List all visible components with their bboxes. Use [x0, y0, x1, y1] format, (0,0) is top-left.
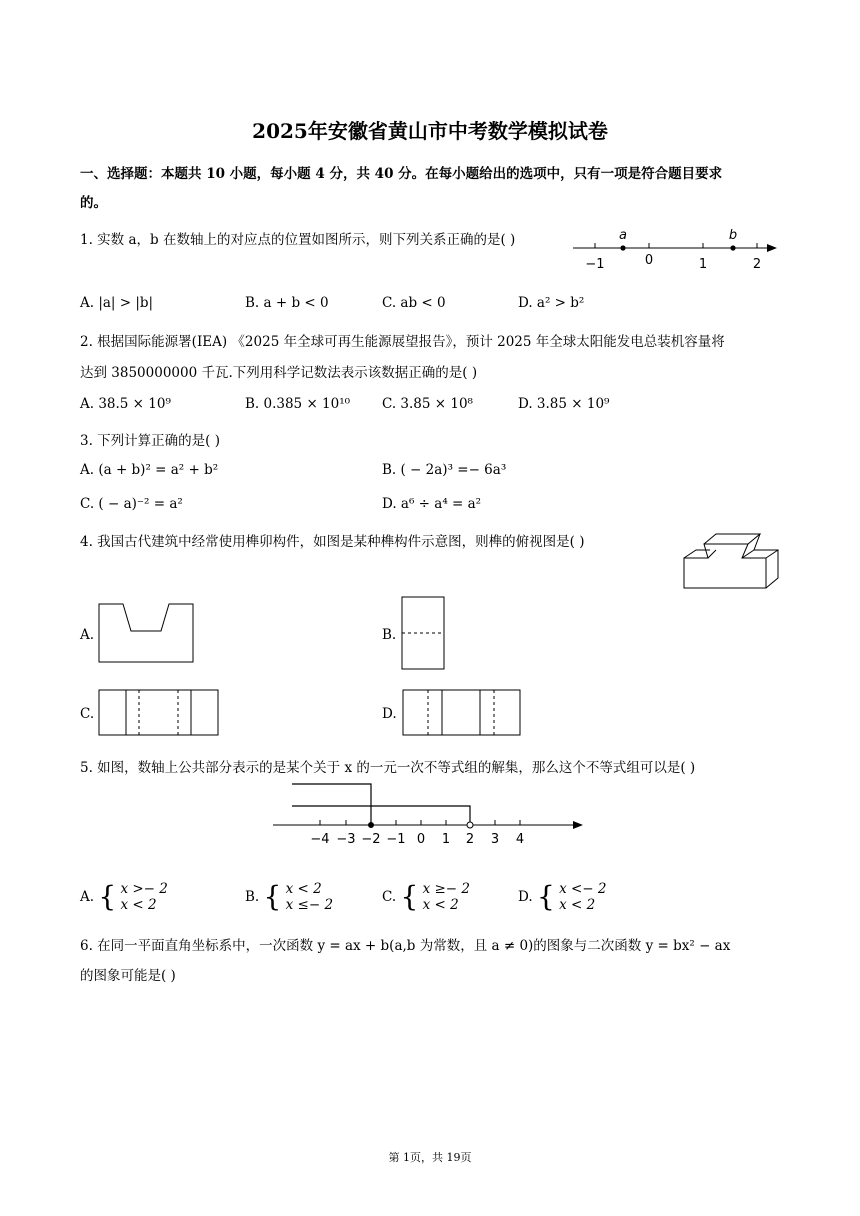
q1-point-b: [730, 245, 735, 250]
q1-tick-label: 1: [698, 257, 708, 272]
q4-side-face: [766, 550, 778, 588]
q2-option-b: B. 0.385 × 10¹⁰: [245, 396, 351, 412]
inequality-bottom: x < 2: [422, 897, 459, 913]
q5-option-label: A.: [80, 889, 95, 905]
page-footer: 第 1页，共 19页: [388, 1151, 472, 1164]
q2-option-c: C. 3.85 × 10⁸: [382, 396, 473, 412]
q5-option-b: [245, 881, 333, 913]
inequality-top: x >− 2: [120, 881, 168, 897]
q5-tick-label: 2: [465, 832, 475, 847]
q3-option-d: D. a⁶ ÷ a⁴ = a²: [382, 496, 482, 512]
q4-option-d-label: D.: [382, 706, 397, 722]
q3-option-a: A. (a + b)² = a² + b²: [80, 462, 219, 478]
q2-option-a: A. 38.5 × 10⁹: [80, 396, 171, 412]
q1-arrow: [767, 244, 777, 252]
q5-tick-label: −3: [336, 832, 356, 847]
q5-tick-label: −4: [310, 832, 330, 847]
inequality-top: x < 2: [285, 881, 322, 897]
page-title: 2025年安徽省黄山市中考数学模拟试卷: [252, 119, 608, 143]
q1-point-a: [620, 245, 625, 250]
q3-option-c: C. ( − a)⁻² = a²: [80, 496, 183, 512]
q1-tick-label: 2: [752, 257, 762, 272]
q4-option-b-figure: [401, 596, 445, 670]
inequality-bottom: x < 2: [559, 897, 596, 913]
brace-symbol: {: [263, 880, 282, 913]
q5-option-label: C.: [382, 889, 397, 905]
q4-stem: 4. 我国古代建筑中经常使用榫卯构件，如图是某种榫构件示意图，则榫的俯视图是( ): [80, 534, 585, 550]
q4-option-d-figure: [402, 689, 522, 737]
brace-symbol: {: [536, 880, 555, 913]
q6-stem-line1: 6. 在同一平面直角坐标系中，一次函数 y = ax + b(a,b 为常数，且 a ≠ 0)的图象与二次函数 y = bx² − ax: [80, 938, 731, 954]
inequality-top: x <− 2: [559, 881, 607, 897]
q5-stem: 5. 如图，数轴上公共部分表示的是某个关于 x 的一元一次不等式组的解集，那么这个不等式组可以是( ): [80, 760, 696, 776]
q5-option-d: [518, 881, 606, 913]
q2-stem-line2: 达到 3850000000 千瓦.下列用科学记数法表示该数据正确的是( ): [80, 365, 478, 381]
q1-label-b: b: [728, 228, 738, 243]
q5-tick-label: −2: [361, 832, 381, 847]
inequality-top: x ≥− 2: [422, 881, 470, 897]
q5-option-label: B.: [245, 889, 260, 905]
q4-option-a-label: A.: [80, 627, 95, 643]
section-heading-line2: 的。: [80, 195, 107, 211]
q5-number-line: [270, 780, 590, 850]
q1-option-c: C. ab < 0: [382, 295, 446, 311]
q1-stem: 1. 实数 a，b 在数轴上的对应点的位置如图所示，则下列关系正确的是( ): [80, 232, 516, 248]
q1-tick-label: −1: [585, 257, 605, 272]
q2-stem-line1: 2. 根据国际能源署(IEA) 《2025 年全球可再生能源展望报告》，预计 2025 年全球太阳能发电总装机容量将: [80, 334, 725, 350]
inequality-bottom: x ≤− 2: [285, 897, 334, 913]
q5-solid-point: [368, 822, 374, 828]
q4-option-c-label: C.: [80, 706, 95, 722]
q5-tick-label: 0: [416, 832, 426, 847]
q5-option-system: [120, 881, 167, 913]
brace-symbol: {: [98, 880, 117, 913]
q4-option-c-rect: [99, 690, 218, 735]
q3-option-b: B. ( − 2a)³ =− 6a³: [382, 462, 507, 478]
q5-option-system: [559, 881, 606, 913]
q5-tick-label: 3: [490, 832, 500, 847]
q4-option-c-figure: [98, 689, 220, 737]
section-heading-line1: 一、选择题：本题共 10 小题，每小题 4 分，共 40 分。在每小题给出的选项中，只有一项是符合题目要求: [80, 166, 723, 182]
q4-option-b-label: B.: [382, 627, 397, 643]
q5-option-c: [382, 881, 470, 913]
q4-notch-edge: [708, 550, 716, 558]
q1-option-b: B. a + b < 0: [245, 295, 329, 311]
q4-option-a-shape: [99, 604, 193, 662]
q4-option-a-figure: [98, 603, 194, 663]
q5-ray-upper: [292, 784, 371, 825]
q5-option-system: [423, 881, 470, 913]
q1-option-d: D. a² > b²: [518, 295, 585, 311]
brace-symbol: {: [400, 880, 419, 913]
q4-mortise-figure: [680, 528, 782, 592]
q2-option-d: D. 3.85 × 10⁹: [518, 396, 610, 412]
q3-stem: 3. 下列计算正确的是( ): [80, 433, 220, 449]
q5-ray-lower: [292, 806, 470, 822]
q5-option-label: D.: [518, 889, 533, 905]
q1-tick-label: 0: [644, 253, 654, 268]
q4-option-d-rect: [403, 690, 520, 735]
q1-option-a: A. |a| > |b|: [80, 295, 154, 311]
q1-label-a: a: [619, 228, 627, 243]
q5-option-a: [80, 881, 168, 913]
q5-option-system: [286, 881, 333, 913]
q5-tick-label: 4: [515, 832, 525, 847]
q5-hollow-point: [467, 822, 473, 828]
q1-number-line: [565, 222, 785, 278]
q5-tick-label: −1: [386, 832, 406, 847]
q6-stem-line2: 的图象可能是( ): [80, 968, 176, 984]
inequality-bottom: x < 2: [120, 897, 157, 913]
q5-arrow: [573, 821, 583, 829]
q4-tenon-top: [704, 534, 760, 544]
q5-tick-label: 1: [441, 832, 451, 847]
